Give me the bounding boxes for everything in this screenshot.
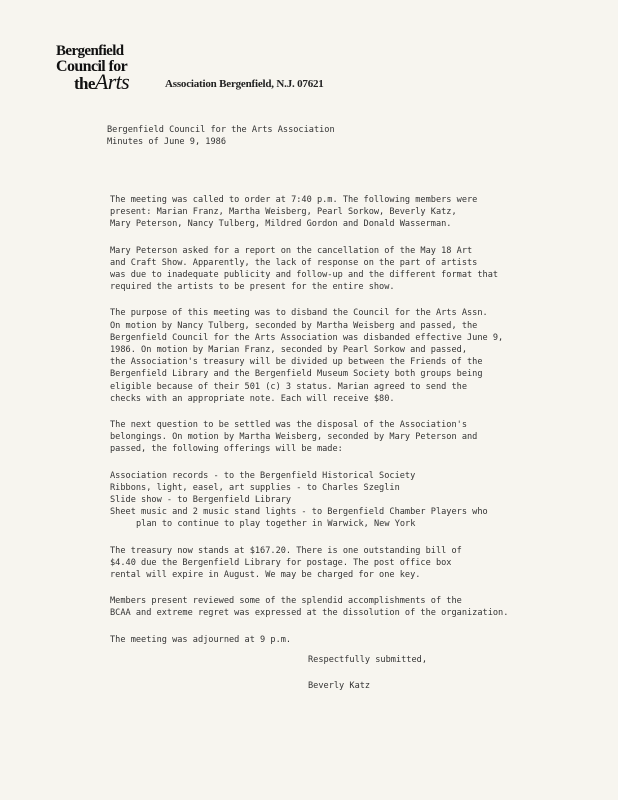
paragraph-belongings (110, 419, 600, 456)
text-line: 1986. On motion by Marian Franz, seconded by Pearl Sorkow and passed, (110, 345, 467, 356)
text-line: belongings. On motion by Martha Weisberg, seconded by Mary Peterson and (110, 432, 478, 443)
text-line: The next question to be settled was the disposal of the Association's (110, 420, 467, 431)
paragraph-adjournment (110, 634, 600, 646)
offering-item-continued: plan to continue to play together in Warwick, New York (136, 519, 416, 530)
text-line: The meeting was adjourned at 9 p.m. (110, 634, 292, 645)
offerings-list (110, 470, 600, 531)
text-line: rental will expire in August. We may be charged for one key. (110, 570, 421, 581)
minutes-heading (107, 124, 335, 148)
text-line: passed, the following offerings will be made: (110, 444, 343, 455)
text-line: Bergenfield Council for the Arts Association was disbanded effective June 9, (110, 332, 504, 343)
text-line: Members present reviewed some of the splendid accomplishments of the (110, 596, 462, 607)
paragraph-call-to-order (110, 194, 600, 231)
text-line: On motion by Nancy Tulberg, seconded by Martha Weisberg and passed, the (110, 320, 478, 331)
logo-arts: Arts (94, 69, 130, 94)
text-line: was due to inadequate publicity and follow-up and the different format that (110, 270, 499, 281)
text-line: present: Marian Franz, Martha Weisberg, Pearl Sorkow, Beverly Katz, (110, 207, 457, 218)
heading-title: Bergenfield Council for the Arts Association (107, 125, 335, 135)
text-line: Mary Peterson asked for a report on the cancellation of the May 18 Art (110, 245, 473, 256)
logo-line-2: Council for (56, 58, 128, 75)
text-line: The treasury now stands at $167.20. There is one outstanding bill of (110, 545, 462, 556)
logo-line-1: Bergenfield (56, 43, 124, 59)
paragraph-accomplishments (110, 595, 600, 619)
paragraph-treasury (110, 545, 600, 582)
closing-block (308, 654, 427, 692)
text-line: The meeting was called to order at 7:40 p.m. The following members were (110, 195, 478, 205)
text-line: $4.40 due the Bergenfield Library for postage. The post office box (110, 557, 452, 568)
organization-logo (56, 43, 130, 94)
minutes-body (110, 194, 600, 660)
text-line: The purpose of this meeting was to disband the Council for the Arts Assn. (110, 308, 488, 319)
logo-the: the (74, 74, 95, 93)
paragraph-disband-motion (110, 307, 600, 405)
text-line: eligible because of their 501 (c) 3 status. Marian agreed to send the (110, 381, 467, 392)
signer-name: Beverly Katz (308, 681, 371, 692)
offering-item: Association records - to the Bergenfield Historical Society (110, 470, 416, 481)
offering-item: Sheet music and 2 music stand lights - to Bergenfield Chamber Players who (110, 507, 488, 518)
letterhead-address: Association Bergenfield, N.J. 07621 (165, 78, 324, 90)
logo-line-3 (56, 69, 130, 94)
text-line: required the artists to be present for the entire show. (110, 282, 395, 293)
text-line: Mary Peterson, Nancy Tulberg, Mildred Gordon and Donald Wasserman. (110, 219, 452, 230)
offering-item: Slide show - to Bergenfield Library (110, 495, 292, 506)
paragraph-show-cancellation (110, 245, 600, 294)
text-line: and Craft Show. Apparently, the lack of response on the part of artists (110, 257, 478, 268)
text-line: BCAA and extreme regret was expressed at the dissolution of the organization. (110, 608, 509, 619)
text-line: checks with an appropriate note. Each will receive $80. (110, 393, 395, 404)
text-line: Bergenfield Library and the Bergenfield Museum Society both groups being (110, 369, 483, 380)
heading-date: Minutes of June 9, 1986 (107, 137, 226, 148)
offering-item: Ribbons, light, easel, art supplies - to Charles Szeglin (110, 482, 400, 493)
text-line: the Association's treasury will be divided up between the Friends of the (110, 357, 483, 368)
closing-salutation: Respectfully submitted, (308, 655, 427, 665)
